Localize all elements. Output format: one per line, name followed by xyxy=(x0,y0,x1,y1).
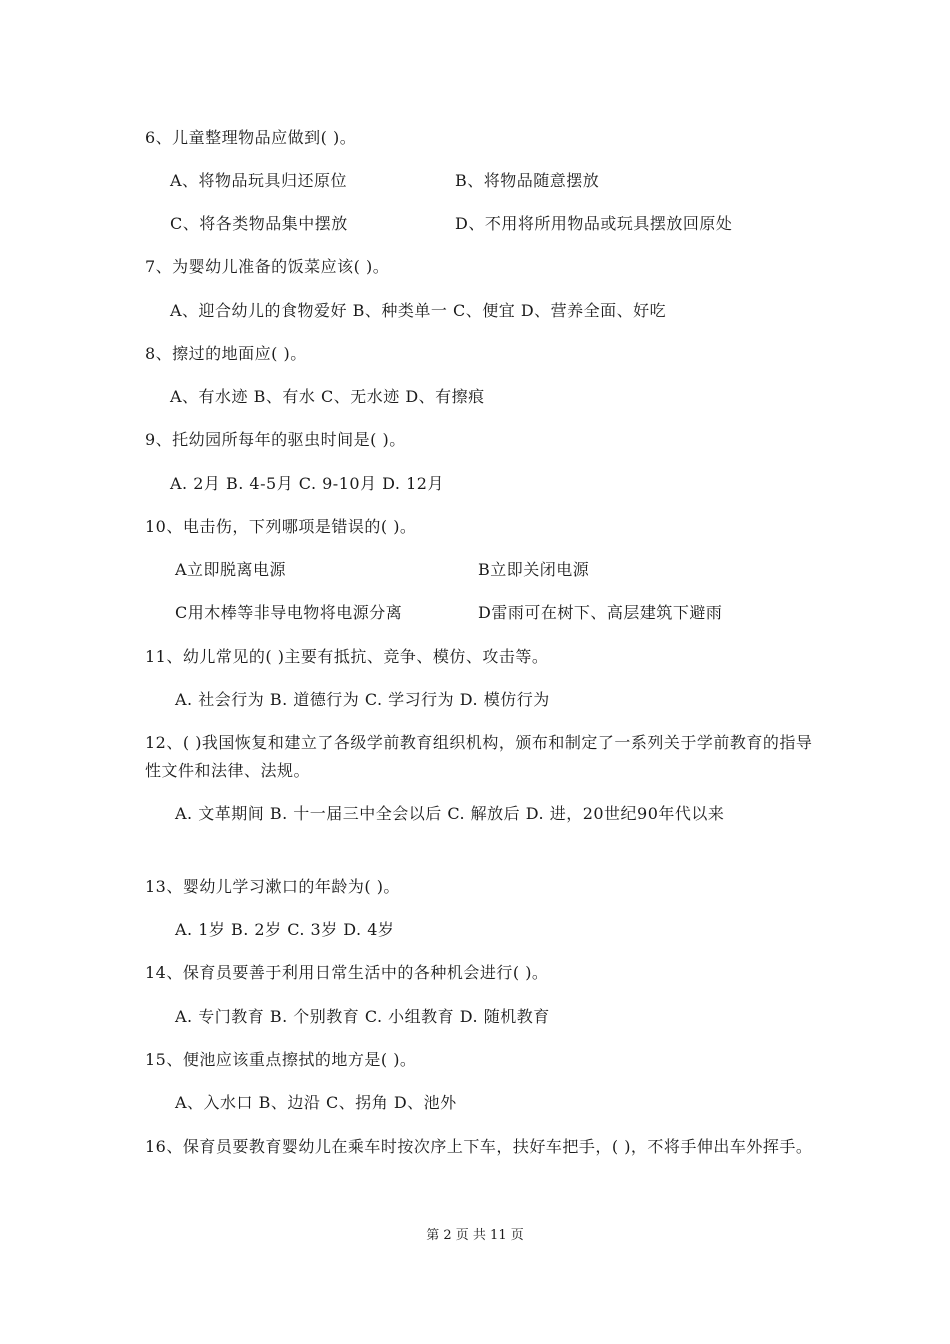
question-10-option-d: D雷雨可在树下、高层建筑下避雨 xyxy=(478,603,723,622)
question-8-stem: 8、擦过的地面应( )。 xyxy=(145,344,307,363)
question-9-options: A. 2月 B. 4-5月 C. 9-10月 D. 12月 xyxy=(170,474,444,493)
question-6-stem: 6、儿童整理物品应做到( )。 xyxy=(145,128,357,147)
question-10-option-a: A立即脱离电源 xyxy=(175,560,287,579)
question-6-option-b: B、将物品随意摆放 xyxy=(455,171,600,190)
question-14-stem: 14、保育员要善于利用日常生活中的各种机会进行( )。 xyxy=(145,963,549,982)
question-12-stem: 12、( )我国恢复和建立了各级学前教育组织机构，颁布和制定了一系列关于学前教育的指导性文件和法律、法规。 xyxy=(145,733,813,780)
question-11-options: A. 社会行为 B. 道德行为 C. 学习行为 D. 模仿行为 xyxy=(175,690,550,709)
question-9-stem: 9、托幼园所每年的驱虫时间是( )。 xyxy=(145,430,406,449)
question-6-option-d: D、不用将所用物品或玩具摆放回原处 xyxy=(455,214,733,233)
question-7-stem: 7、为婴幼儿准备的饭菜应该( )。 xyxy=(145,257,390,276)
question-16-stem: 16、保育员要教育婴幼儿在乘车时按次序上下车，扶好车把手，( )，不将手伸出车外挥手。 xyxy=(145,1137,813,1156)
question-14-options: A. 专门教育 B. 个别教育 C. 小组教育 D. 随机教育 xyxy=(175,1007,550,1026)
question-15-options: A、入水口 B、边沿 C、拐角 D、池外 xyxy=(175,1093,457,1112)
question-13-stem: 13、婴幼儿学习漱口的年龄为( )。 xyxy=(145,877,400,896)
question-12-options: A. 文革期间 B. 十一届三中全会以后 C. 解放后 D. 进，20世纪90年代以来 xyxy=(175,804,725,823)
question-10-option-c: C用木棒等非导电物将电源分离 xyxy=(175,603,403,622)
page-number-footer: 第 2 页 共 11 页 xyxy=(426,1228,524,1243)
question-7-options: A、迎合幼儿的食物爱好 B、种类单一 C、便宜 D、营养全面、好吃 xyxy=(170,301,667,320)
question-8-options: A、有水迹 B、有水 C、无水迹 D、有擦痕 xyxy=(170,387,485,406)
question-13-options: A. 1岁 B. 2岁 C. 3岁 D. 4岁 xyxy=(175,920,395,939)
question-6-option-c: C、将各类物品集中摆放 xyxy=(170,214,348,233)
question-10-option-b: B立即关闭电源 xyxy=(478,560,590,579)
question-10-stem: 10、电击伤，下列哪项是错误的( )。 xyxy=(145,517,417,536)
question-15-stem: 15、便池应该重点擦拭的地方是( )。 xyxy=(145,1050,417,1069)
question-11-stem: 11、幼儿常见的( )主要有抵抗、竞争、模仿、攻击等。 xyxy=(145,647,549,666)
question-6-option-a: A、将物品玩具归还原位 xyxy=(170,171,348,190)
